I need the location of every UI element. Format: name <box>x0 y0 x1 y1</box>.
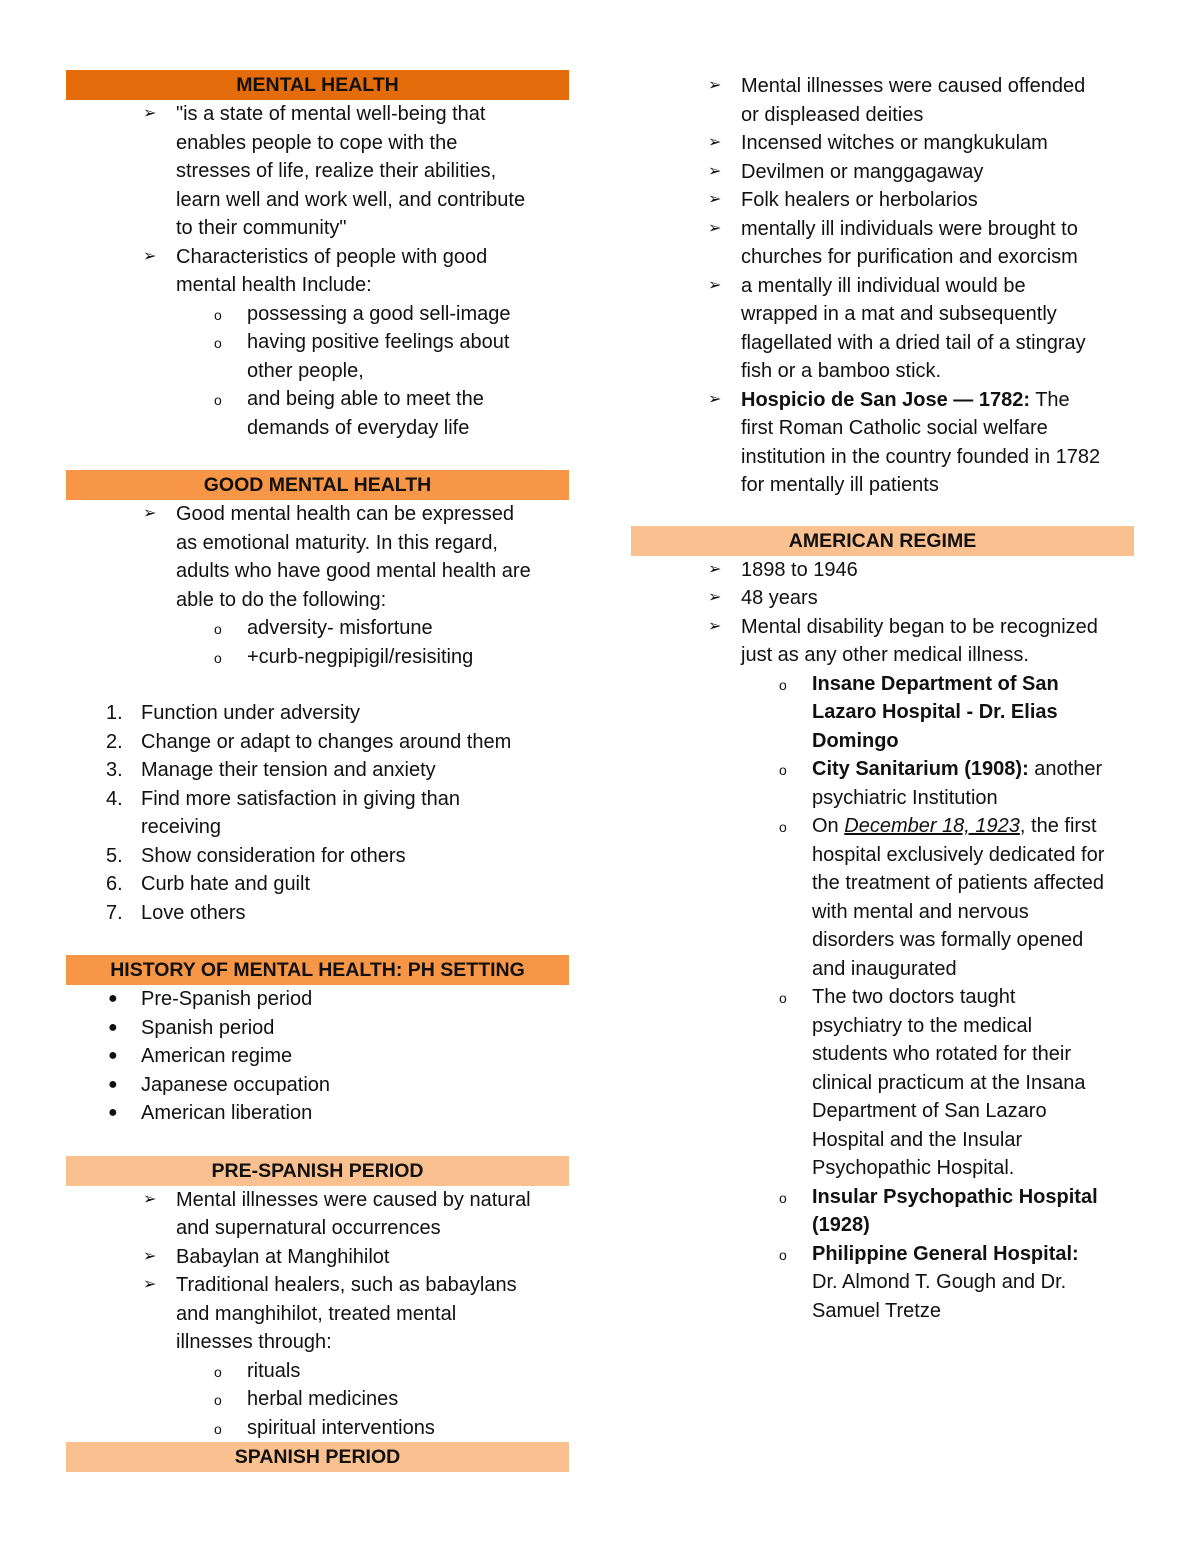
circle-bullet-icon: o <box>779 762 787 778</box>
arrow-bullet-icon: ➢ <box>708 560 722 578</box>
pre-spanish-body: ➢ Mental illnesses were caused by natural and supernatural occurrences ➢ Babaylan at Manghihilot ➢ Traditional healers, such as babaylans and manghihilot, treated mental illnesses through: o rituals o herbal medicines o spiritual interventions <box>66 1186 569 1443</box>
list-item: 4. Find more satisfaction in giving than <box>106 787 461 810</box>
bullet-icon: ● <box>108 990 118 1007</box>
history-header: HISTORY OF MENTAL HEALTH: PH SETTING <box>66 955 569 985</box>
list-item: 3. Manage their tension and anxiety <box>106 759 436 781</box>
list-item: ● Spanish period <box>66 1014 569 1043</box>
circle-bullet-icon: o <box>214 621 222 637</box>
list-item: 7. Love others <box>106 901 246 924</box>
american-regime-body: ➢ 1898 to 1946 ➢ 48 years ➢ Mental disability began to be recognized just as any other medical illness. o Insane Department of San Lazaro Hospital - Dr. Elias Domingo o City Sanitarium (1908): another psychiatric Institution o On December 18, 1923, the first hospital exclusively dedicated for the treatment of patients affected with mental and nervous disorders was formally opened and inaugurated o The two doctors taught psychiatry to the medical students who rotated for their clinical practicum at the Insana Department of San Lazaro Hospital and the Insular Psychopathic Hospital. o Insular Psychopathic Hospital (1928) o Philippine General Hospital: Dr. Almond T. Gough and Dr. Samuel Tretze <box>631 556 1134 1326</box>
arrow-bullet-icon: ➢ <box>708 589 722 606</box>
mental-health-header: MENTAL HEALTH <box>66 70 569 100</box>
circle-bullet-icon: o <box>214 1363 222 1380</box>
list-item: 5. Show consideration for others <box>106 844 406 867</box>
bullet-icon: ● <box>108 1018 118 1036</box>
mental-health-definition: ➢ "is a state of mental well-being that enables people to cope with the stresses of life, realize their abilities, learn well and work well, and contribute to their community" <box>66 100 569 243</box>
left-column <box>66 70 569 1472</box>
circle-bullet-icon: o <box>214 335 222 351</box>
circle-bullet-icon: o <box>779 1189 787 1206</box>
bullet-icon: ● <box>108 1047 118 1064</box>
arrow-bullet-icon: ➢ <box>708 617 722 635</box>
good-mental-health-header: GOOD MENTAL HEALTH <box>66 470 569 500</box>
mental-health-characteristics: ➢ Characteristics of people with good mental health Include: o possessing a good sell-image o having positive feelings about other people, o and being able to meet the demands of everyday life <box>66 243 569 443</box>
american-regime-header: AMERICAN REGIME <box>631 526 1134 556</box>
arrow-bullet-icon: ➢ <box>708 162 722 180</box>
circle-bullet-icon: o <box>779 819 787 835</box>
arrow-bullet-icon: ➢ <box>143 1190 157 1208</box>
list-item: ● Pre-Spanish period <box>66 985 569 1014</box>
bullet-icon: ● <box>108 1104 118 1121</box>
arrow-bullet-icon: ➢ <box>143 105 157 122</box>
circle-bullet-icon: o <box>214 392 222 408</box>
list-item: 6. Curb hate and guilt <box>106 873 311 895</box>
pre-spanish-header: PRE-SPANISH PERIOD <box>66 1156 569 1186</box>
arrow-bullet-icon: ➢ <box>143 505 157 522</box>
list-item: 1. Function under adversity <box>106 702 361 724</box>
arrow-bullet-icon: ➢ <box>708 219 722 237</box>
bullet-icon: ● <box>108 1075 118 1093</box>
circle-bullet-icon: o <box>779 676 787 693</box>
circle-bullet-icon: o <box>779 1246 787 1263</box>
list-item: ● Japanese occupation <box>66 1071 569 1100</box>
list-item: ● American regime <box>66 1042 569 1071</box>
arrow-bullet-icon: ➢ <box>143 1276 157 1293</box>
spanish-period-body: ➢ Mental illnesses were caused offended or displeased deities ➢ Incensed witches or mangkukulam ➢ Devilmen or manggagaway ➢ Folk healers or herbolarios ➢ mentally ill individuals were brought to churches for purification and exorcism ➢ a mentally ill individual would be wrapped in a mat and subsequently flagellated with a dried tail of a stingray fish or a bamboo stick. ➢ Hospicio de San Jose — 1782: The first Roman Catholic social welfare institution in the country founded in 1782 for mentally ill patients <box>631 72 1134 500</box>
arrow-bullet-icon: ➢ <box>143 247 157 265</box>
arrow-bullet-icon: ➢ <box>708 77 722 94</box>
spanish-period-header: SPANISH PERIOD <box>66 1442 569 1472</box>
arrow-bullet-icon: ➢ <box>708 276 722 294</box>
circle-bullet-icon: o <box>214 306 222 323</box>
list-item: 2. Change or adapt to changes around them <box>106 730 512 753</box>
circle-bullet-icon: o <box>214 649 222 666</box>
history-list <box>66 985 569 1128</box>
list-item: ● American liberation <box>66 1099 569 1128</box>
circle-bullet-icon: o <box>214 1420 222 1437</box>
numbered-list: 1. Function under adversity 2. Change or adapt to changes around them 3. Manage their tension and anxiety 4. Find more satisfaction in giving than receiving 5. Show consideration for others 6. Curb hate and guilt 7. Love others <box>66 699 569 927</box>
right-column <box>631 72 1134 1325</box>
arrow-bullet-icon: ➢ <box>708 134 722 151</box>
arrow-bullet-icon: ➢ <box>708 191 722 208</box>
arrow-bullet-icon: ➢ <box>708 390 722 408</box>
circle-bullet-icon: o <box>214 1392 222 1408</box>
arrow-bullet-icon: ➢ <box>143 1247 157 1265</box>
circle-bullet-icon: o <box>779 990 787 1006</box>
good-mental-health-body: ➢ Good mental health can be expressed as emotional maturity. In this regard, adults who have good mental health are able to do the following: o adversity- misfortune o +curb-negpipigil/resisiting 1. Function under adversity 2. Change or adapt to changes around them 3. Manage their tension and anxiety 4. Find more satisfaction in giving than receiving 5. Show consideration for others 6. Curb hate and guilt 7. Love others <box>66 500 569 927</box>
